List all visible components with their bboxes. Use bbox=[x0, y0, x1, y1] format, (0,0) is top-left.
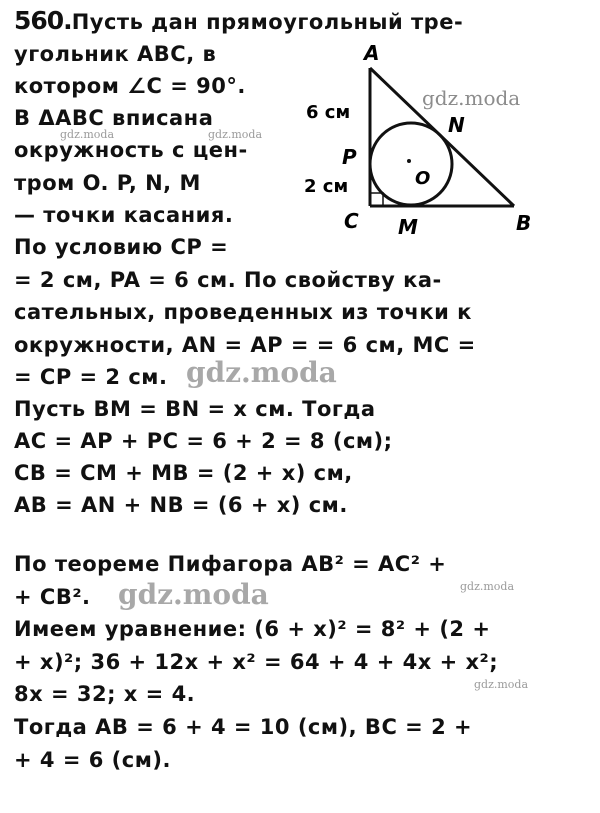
triangle-figure bbox=[290, 38, 550, 238]
problem-line-8: По условию CP = bbox=[14, 235, 229, 259]
point-p-label: P bbox=[342, 145, 357, 169]
right-angle-mark bbox=[370, 193, 383, 206]
watermark-small-right: gdz.moda bbox=[460, 580, 515, 593]
solution-line-4: + x)²; 36 + 12x + x² = 64 + 4 + 4x + x²; bbox=[14, 650, 499, 674]
problem-line-14: AC = AP + PC = 6 + 2 = 8 (см); bbox=[14, 429, 393, 453]
watermark-small-mid: gdz.moda bbox=[208, 128, 263, 141]
watermark-top-right: gdz.moda bbox=[422, 86, 521, 110]
solution-line-5: 8x = 32; x = 4. bbox=[14, 682, 196, 706]
problem-line-12: = CP = 2 см. bbox=[14, 365, 168, 389]
problem-line-13: Пусть BM = BN = x см. Тогда bbox=[14, 397, 376, 421]
length-ap-label: 6 см bbox=[306, 102, 351, 123]
inscribed-circle bbox=[370, 123, 452, 205]
solution-line-6: Тогда AB = 6 + 4 = 10 (см), BC = 2 + bbox=[14, 715, 473, 739]
center-o-label: O bbox=[415, 168, 431, 189]
center-point bbox=[407, 159, 411, 163]
problem-line-2: угольник ABC, в bbox=[14, 42, 217, 66]
point-n-label: N bbox=[448, 113, 465, 137]
problem-line-9: = 2 см, PA = 6 см. По свойству ка- bbox=[14, 268, 442, 292]
solution-line-2: + CB². bbox=[14, 585, 91, 609]
solution-line-7: + 4 = 6 (см). bbox=[14, 748, 171, 772]
problem-line-6: тром O. P, N, M bbox=[14, 171, 201, 195]
problem-line-16: AB = AN + NB = (6 + x) см. bbox=[14, 493, 348, 517]
length-pc-label: 2 см bbox=[304, 176, 349, 197]
point-m-label: M bbox=[398, 215, 418, 238]
vertex-a-label: A bbox=[364, 41, 380, 65]
problem-line-7: — точки касания. bbox=[14, 203, 234, 227]
watermark-center: gdz.moda bbox=[186, 356, 337, 389]
problem-line-4: В ΔABC вписана bbox=[14, 106, 214, 130]
solution-line-3: Имеем уравнение: (6 + x)² = 8² + (2 + bbox=[14, 617, 491, 641]
problem-line-15: CB = CM + MB = (2 + x) см, bbox=[14, 461, 353, 485]
problem-number: 560. bbox=[14, 6, 72, 35]
problem-line-1: 560.Пусть дан прямоугольный тре- bbox=[14, 6, 464, 35]
problem-line-5: окружность с цен- bbox=[14, 138, 248, 162]
vertex-b-label: B bbox=[516, 211, 532, 235]
problem-line-10: сательных, проведенных из точки к bbox=[14, 300, 472, 324]
problem-line-11: окружности, AN = AP = = 6 см, MC = bbox=[14, 333, 476, 357]
watermark-small-bottom: gdz.moda bbox=[474, 678, 529, 691]
watermark-small-left: gdz.moda bbox=[60, 128, 115, 141]
solution-line-1: По теореме Пифагора AB² = AC² + bbox=[14, 552, 447, 576]
problem-line-3: котором ∠C = 90°. bbox=[14, 74, 246, 98]
watermark-lower: gdz.moda bbox=[118, 578, 269, 611]
vertex-c-label: C bbox=[344, 209, 359, 233]
